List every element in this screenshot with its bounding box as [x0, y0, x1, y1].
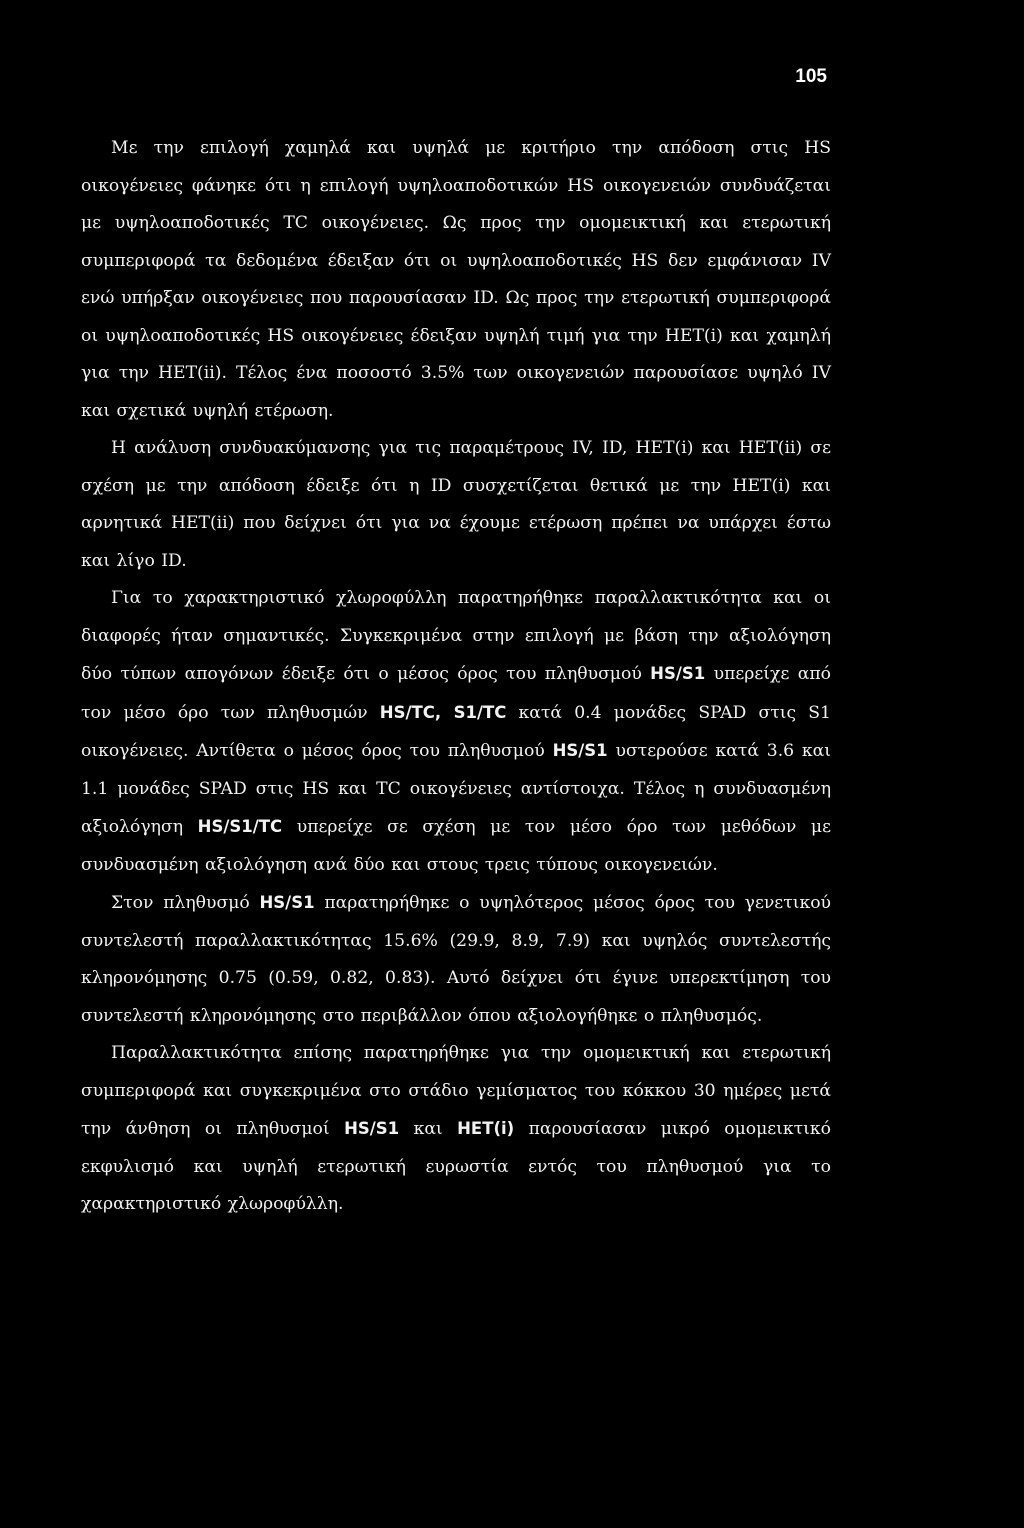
paragraph [81, 1035, 831, 1224]
text-run: κατά 0.4 μονάδες SPAD στις S1 οικογένειες. Αντίθετα ο μέσος όρος του πληθυσμού [81, 702, 831, 761]
text-run: υπερείχε σε σχέση με τον μέσο όρο των μεθόδων με συνδυασμένη αξιολόγηση ανά δύο και στους τρεις τύπους οικογενειών. [81, 817, 832, 875]
page-number: 105 [795, 66, 827, 87]
bold-term: HS/S1 [650, 664, 706, 683]
text-run: Στον πληθυσμό [111, 893, 260, 913]
bold-term: HS/TC, S1/TC [379, 702, 507, 722]
body-text [81, 130, 831, 1224]
paragraph [81, 430, 831, 580]
text-run: Η ανάλυση συνδυακύμανσης για τις παραμέτρους IV, ID, HET(i) και HET(ii) σε σχέση με την απόδοση έδειξε ότι η ID συσχετίζεται θετικά με την HET(i) και αρνητικά HET(ii) που δείχνει ότι για να έχουμε ετέρωση πρέπει να υπάρχει έστω και λίγο ID. [81, 438, 831, 571]
paragraph [81, 580, 831, 884]
text-run: Με την επιλογή χαμηλά και υψηλά με κριτήριο την απόδοση στις HS οικογένειες φάνηκε ότι η επιλογή υψηλοαποδοτικών HS οικογενειών συνδυάζεται με υψηλοαποδοτικές TC οικογένειες. Ως προς την ομομεικτική και ετερωτική συμπεριφορά τα δεδομένα έδειξαν ότι οι υψηλοαποδοτικές HS δεν εμφάνισαν IV ενώ υπήρξαν οικογένειες που παρουσίασαν ID. Ως προς την ετερωτική συμπεριφορά οι υψηλοαποδοτικές HS οικογένειες έδειξαν υψηλή τιμή για την HET(i) και χαμηλή για την HET(ii). Τέλος ένα ποσοστό 3.5% των οικογενειών παρουσίασε υψηλό IV και σχετικά υψηλή ετέρωση. [81, 138, 831, 421]
text-run: υπερείχε από τον μέσο όρο των πληθυσμών [81, 664, 831, 723]
text-run: παρουσίασαν μικρό ομομεικτικό εκφυλισμό και υψηλή ετερωτική ευρωστία εντός του πληθυσμού για το χαρακτηριστικό χλωροφύλλη. [81, 1119, 832, 1214]
text-run: Παραλλακτικότητα επίσης παρατηρήθηκε για την ομομεικτική και ετερωτική συμπεριφορά και συγκεκριμένα στο στάδιο γεμίσματος του κόκκου 30 ημέρες μετά την άνθηση οι πληθυσμοί [81, 1043, 831, 1139]
bold-term: HS/S1/TC [197, 817, 283, 836]
text-run: υστερούσε κατά 3.6 και 1.1 μονάδες SPAD στις HS και TC οικογένειες αντίστοιχα. Τέλος η συνδυασμένη αξιολόγηση [81, 741, 832, 837]
paragraph [81, 884, 831, 1035]
text-run: παρατηρήθηκε ο υψηλότερος μέσος όρος του γενετικού συντελεστή παραλλακτικότητας 15.6% (29.9, 8.9, 7.9) και υψηλός συντελεστής κληρονόμησης 0.75 (0.59, 0.82, 0.83). Αυτό δείχνει ότι έγινε υπερεκτίμηση του συντελεστή κληρονόμησης στο περιβάλλον όπου αξιολογήθηκε ο πληθυσμός. [81, 893, 831, 1026]
bold-term: HS/S1 [552, 741, 608, 760]
paragraph [81, 130, 831, 430]
text-run: Για το χαρακτηριστικό χλωροφύλλη παρατηρήθηκε παραλλακτικότητα και οι διαφορές ήταν σημαντικές. Συγκεκριμένα στην επιλογή με βάση την αξιολόγηση δύο τύπων απογόνων έδειξε ότι ο μέσος όρος του πληθυσμού [81, 588, 831, 684]
bold-term: HS/S1 [344, 1119, 400, 1138]
text-run: και [399, 1119, 458, 1139]
bold-term: HET(i) [457, 1119, 515, 1138]
bold-term: HS/S1 [259, 893, 315, 912]
